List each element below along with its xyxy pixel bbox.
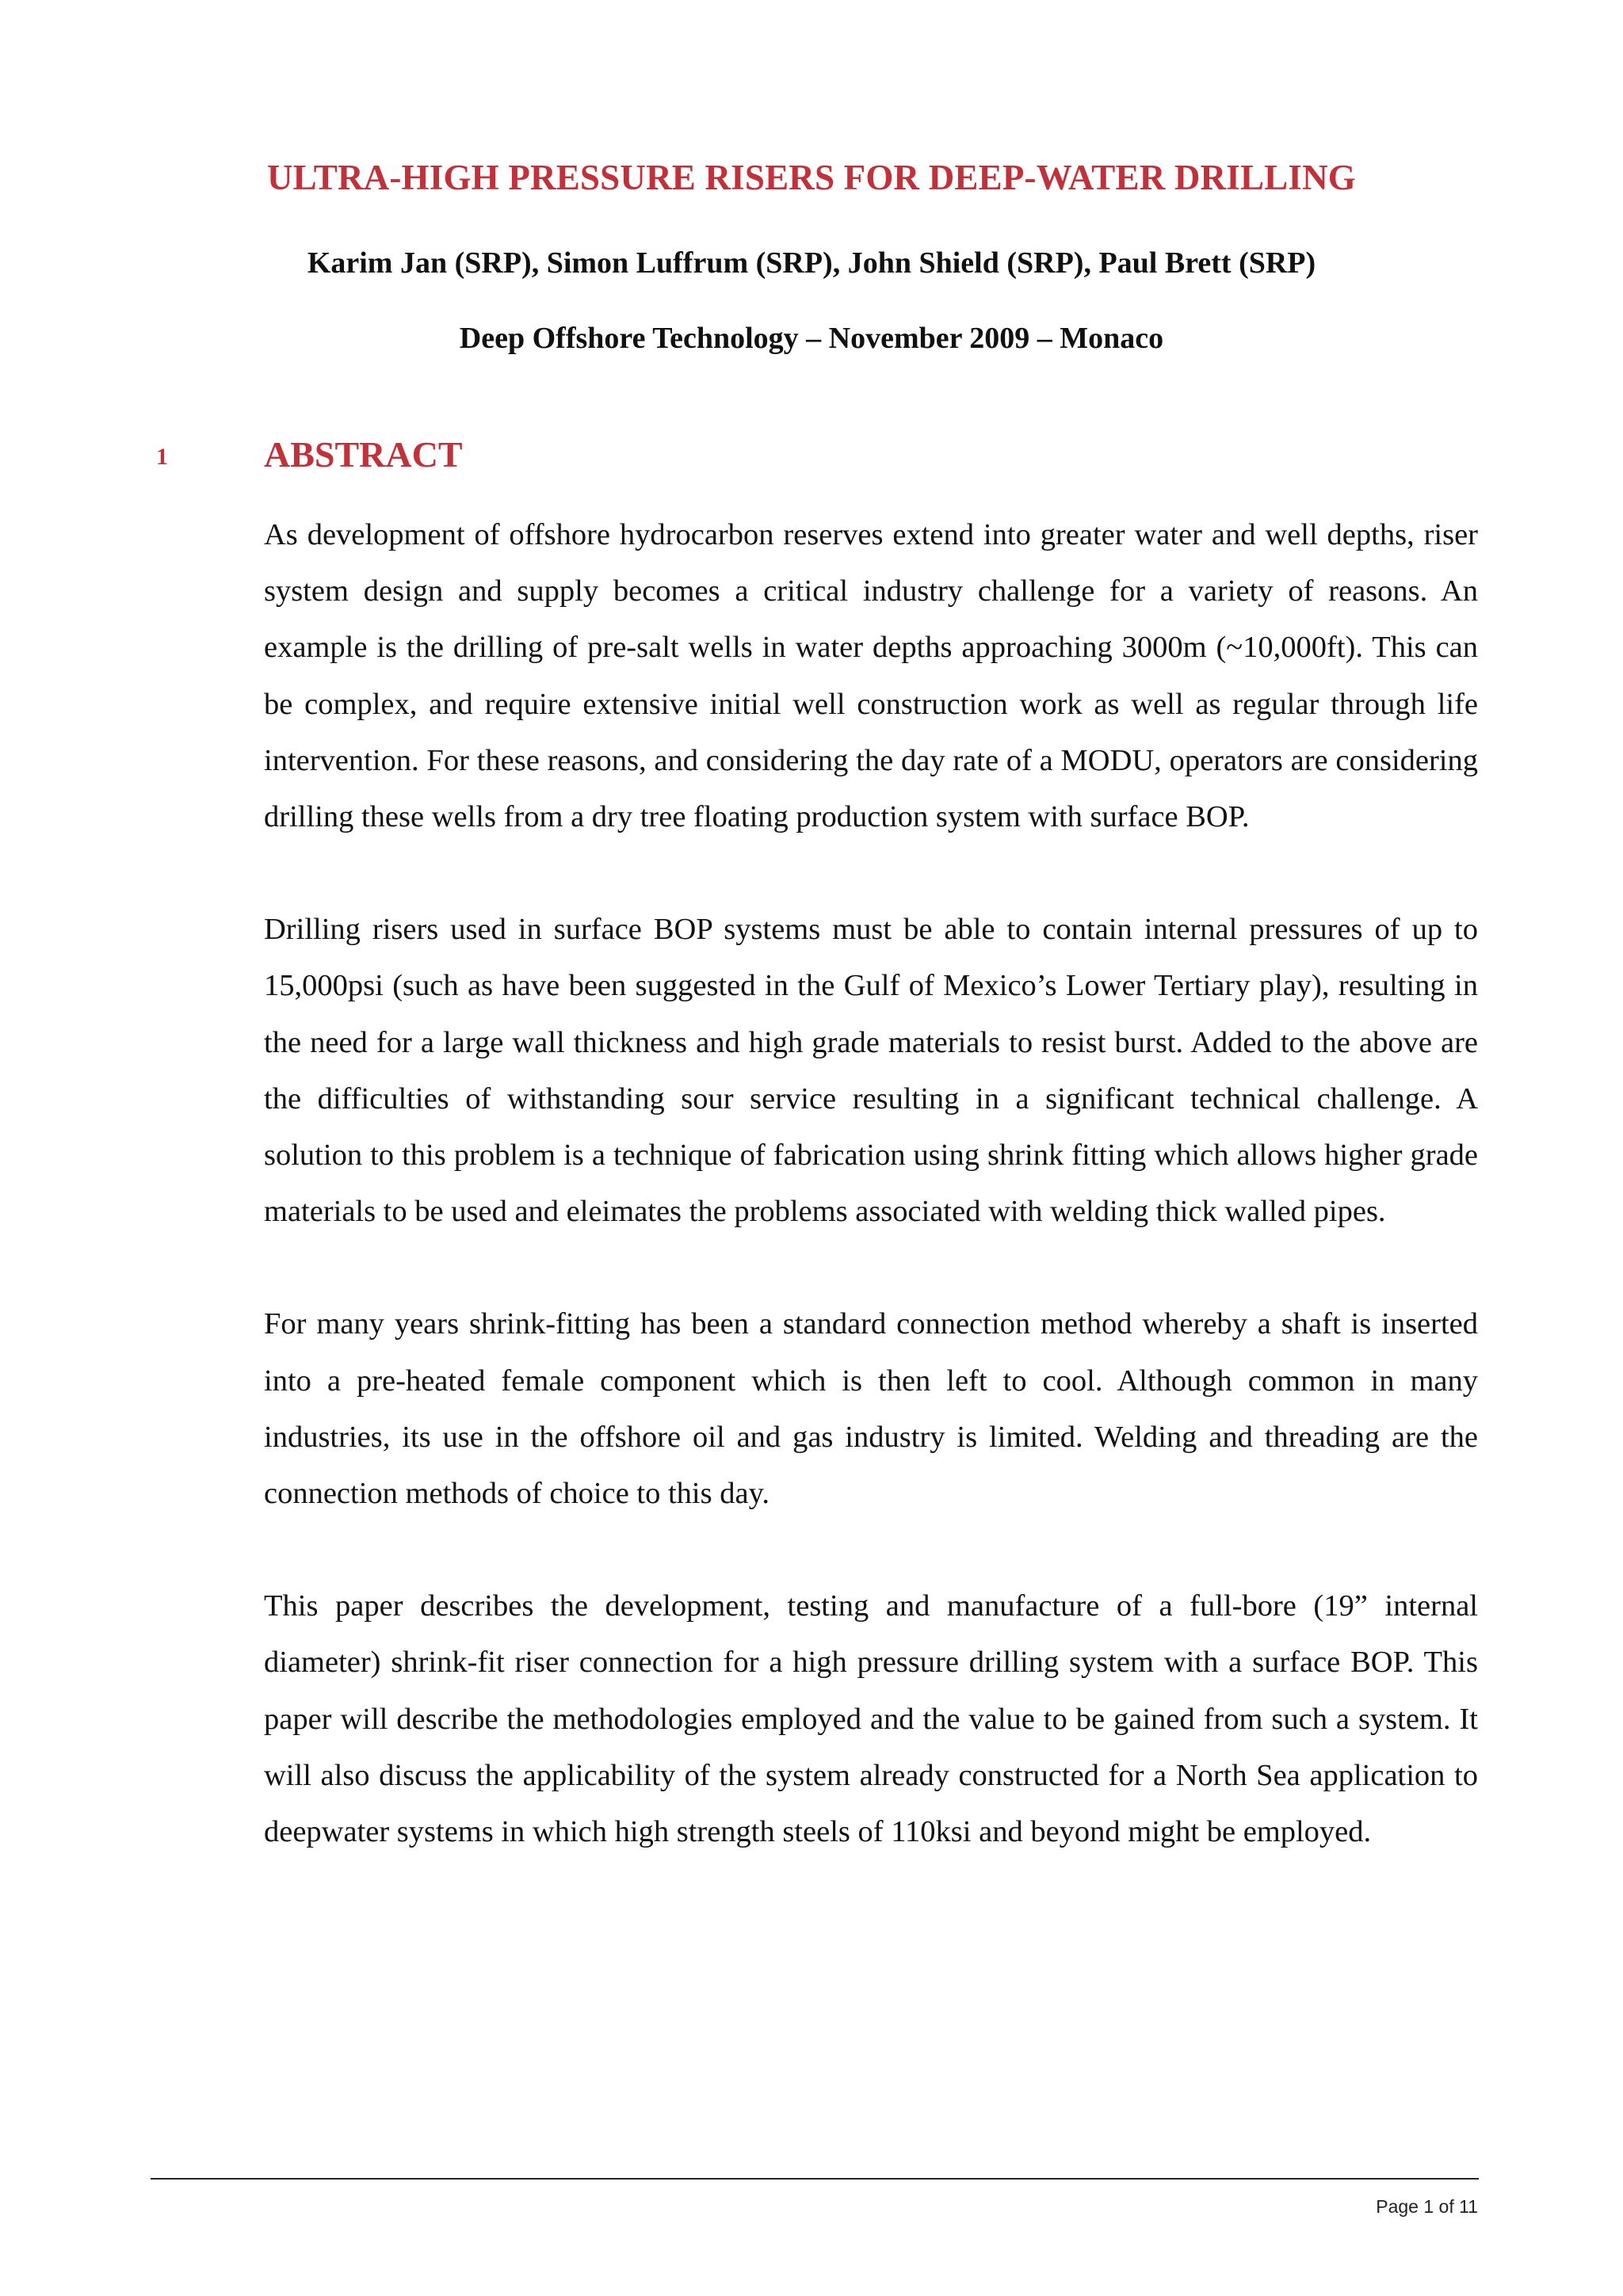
abstract-paragraph-4: This paper describes the development, testing and manufacture of a full-bore (19” internal diameter) shrink-fit riser connection for a high pressure drilling system with a surface BOP. This paper will describe the methodologies employed and the value to be gained from such a system. It will also discuss the applicability of the system already constructed for a North Sea application to deepwater systems in which high strength steels of 110ksi and beyond might be employed. <box>264 1589 1478 1849</box>
paper-title: ULTRA-HIGH PRESSURE RISERS FOR DEEP-WATER DRILLING <box>266 158 1357 197</box>
abstract-body <box>264 507 1478 1917</box>
abstract-paragraph-1: As development of offshore hydrocarbon reserves extend into greater water and well depths, riser system design and supply becomes a critical industry challenge for a variety of reasons. An example is the drilling of pre-salt wells in water depths approaching 3000m (~10,000ft). This can be complex, and require extensive initial well construction work as well as regular through life intervention. For these reasons, and considering the day rate of a MODU, operators are considering drilling these wells from a dry tree floating production system with surface BOP. <box>264 518 1478 834</box>
abstract-paragraph-2: Drilling risers used in surface BOP systems must be able to contain internal pressures of up to 15,000psi (such as have been suggested in the Gulf of Mexico’s Lower Tertiary play), resulting in the need for a large wall thickness and high grade materials to resist burst. Added to the above are the difficulties of withstanding sour service resulting in a significant technical challenge. A solution to this problem is a technique of fabrication using shrink fitting which allows higher grade materials to be used and eleimates the problems associated with welding thick walled pipes. <box>264 913 1478 1229</box>
abstract-paragraph-3: For many years shrink-fitting has been a standard connection method whereby a shaft is inserted into a pre-heated female component which is then left to cool. Although common in many industries, its use in the offshore oil and gas industry is limited. Welding and threading are the connection methods of choice to this day. <box>264 1307 1478 1511</box>
conference-line: Deep Offshore Technology – November 2009 – Monaco <box>459 322 1164 355</box>
page-number: Page 1 of 11 <box>1376 2196 1478 2217</box>
section-number: 1 <box>156 444 168 470</box>
section-heading: ABSTRACT <box>264 434 463 475</box>
author-list: Karim Jan (SRP), Simon Luffrum (SRP), John Shield (SRP), Paul Brett (SRP) <box>307 246 1316 280</box>
footer-divider <box>151 2178 1479 2180</box>
